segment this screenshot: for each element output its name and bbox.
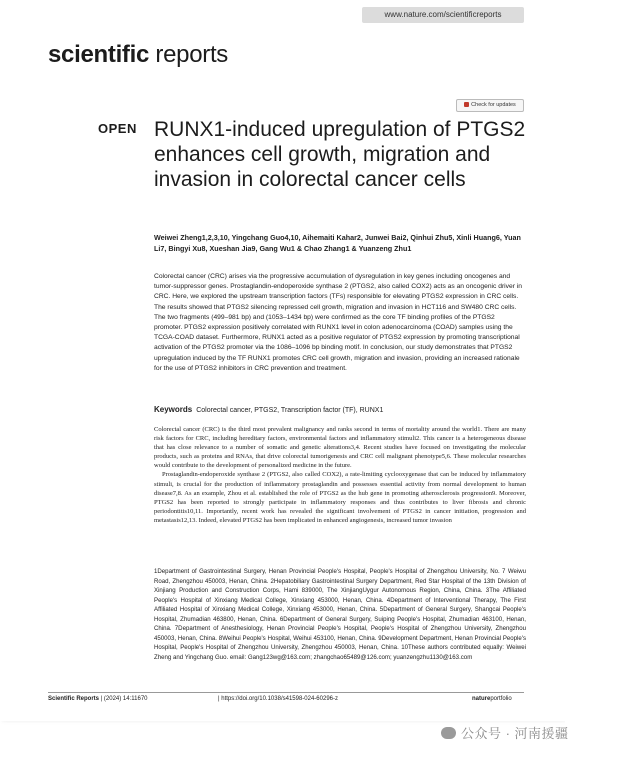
- publisher-bold: nature: [472, 696, 491, 702]
- footer-doi-link[interactable]: https://doi.org/10.1038/s41598-024-60296-z: [221, 696, 338, 702]
- author-list: Weiwei Zheng1,2,3,10, Yingchang Guo4,10, Aihemaiti Kahar2, Junwei Bai2, Qinhui Zhu5, Xinli Huang6, Yuan Li7, Bingyi Xu8, Xueshan Jia9, Gang Wu1 & Chao Zhang1 & Yuanzeng Zhu1: [154, 233, 521, 253]
- open-access-label: OPEN: [98, 121, 137, 136]
- publisher-rest: portfolio: [490, 696, 512, 702]
- updates-icon: [464, 102, 469, 107]
- footer-doi[interactable]: | https://doi.org/10.1038/s41598-024-60296-z: [218, 696, 338, 702]
- journal-url[interactable]: www.nature.com/scientificreports: [362, 7, 524, 23]
- footer-journal: Scientific Reports: [48, 696, 100, 702]
- wechat-watermark: [441, 723, 569, 742]
- footer-volume: (2024) 14:11670: [103, 696, 148, 702]
- footer-publisher: [472, 696, 512, 702]
- body-paragraph: Colorectal cancer (CRC) is the third most prevalent malignancy and ranks second in terms of mortality around the world1. There are many risk factors for CRC, including hereditary factors, environmental factors and inflammatory stimuli2. This cancer is a heterogeneous disease that has close relevance to a number of somatic and genetic alterations3,4. Recent studies have focused on investigating the molecular products, such as proteins and RNAs, that drive colorectal tumorigenesis and CRC cell malignant phenotype5,6. These molecular researches would contribute to the development of personalized medicine in the future.: [154, 426, 526, 470]
- journal-logo-rest: reports: [149, 41, 229, 68]
- footer-divider: [48, 692, 524, 693]
- check-updates-button[interactable]: [456, 99, 524, 112]
- abstract: Colorectal cancer (CRC) arises via the progressive accumulation of dysregulation in key genes including oncogenes and tumor-suppressor genes. Prostaglandin-endoperoxide synthase 2 (PTGS2, also called COX2) acts as an oncogenic driver in CRC. Here, we explored the upstream transcription factors (TFs) responsible for elevating PTGS2 expression in CRC cells. The results showed that PTGS2 silencing repressed cell growth, migration and invasion in HCT116 and SW480 CRC cells. The two fragments (499–981 bp) and (1053–1434 bp) were confirmed as the core TF binding profiles of the PTGS2 promoter. PTGS2 expression positively correlated with RUNX1 level in colon adenocarcinoma (COAD) samples using the TCGA-COAD dataset. Furthermore, RUNX1 acted as a positive regulator of PTGS2 expression by promoting transcriptional activation of the PTGS2 promoter via the 1086–1096 bp binding motif. In conclusion, our study demonstrates that PTGS2 upregulation induced by the TF RUNX1 promotes CRC cell growth, migration and invasion, providing an increased rationale for the use of PTGS2 inhibitors in CRC prevention and treatment.: [154, 273, 523, 372]
- keywords-label: Keywords: [154, 405, 193, 414]
- page-gutter: [565, 0, 640, 761]
- keywords: [154, 405, 524, 414]
- check-updates-label: Check for updates: [471, 102, 516, 108]
- affiliations: 1Department of Gastrointestinal Surgery, Henan Provincial People's Hospital, People's Hospital of Zhengzhou University, No. 7 Weiwu Road, Zhengzhou 450003, Henan, China. 2Hepatobiliary Gastrointestinal Surgery Department, Red Star Hospital of the 13th Division of Xinjiang Production and Construction Corps, Hami 839000, The XinjiangUygur Autonomous Region, China, China. 3The Affiliated People's Hospital of Xinxiang Medical College, Xinxiang 453000, Henan, China. 4Department of Interventional Therapy, The First Affiliated Hospital of Xinxiang Medical College, Xinxiang 453000, Henan, China. 5Department of General Surgery, Shangcai People's Hospital, Zhumadian 463800, Henan, China. 6Department of General Surgery, Suiping People's Hospital, Zhumadian 463100, Henan, China. 7Department of Anesthesiology, Henan Provincial People's Hospital, People's Hospital of Zhengzhou University, Zhengzhou 450003, Henan, China. 8Weihui People's Hospital, Weihui 453100, Henan, China. 9Development Department, Henan Provincial People's Hospital, People's Hospital of Zhengzhou University, Zhengzhou 450003, Henan, China. 10These authors contributed equally: Weiwei Zheng and Yingchang Guo. email: Gang123wg@163.com; zhangchao65489@126.com; yuanzengzhu1130@163.com: [154, 568, 526, 661]
- journal-logo-bold: scientific: [48, 41, 150, 68]
- keywords-value: Colorectal cancer, PTGS2, Transcription factor (TF), RUNX1: [196, 407, 384, 414]
- footer-citation: Scientific Reports | (2024) 14:11670: [48, 696, 148, 702]
- article-title: RUNX1-induced upregulation of PTGS2 enhances cell growth, migration and invasion in colorectal cancer cells: [154, 118, 526, 191]
- body-paragraph: Prostaglandin-endoperoxide synthase 2 (PTGS2, also called COX2), a rate-limiting cyclooxygenase that can be induced by inflammatory stimuli, is crucial for the production of inflammatory prostaglandin and possesses essential activity from normal development to human disease7,8. As an example, Zhou et al. established the role of PTGS2 as the hub gene in promoting atherosclerosis progression9. Moreover, PTGS2 has been reported to strongly participate in inflammatory responses and thus contributes to liver fibrosis and chronic periodontitis10,11. Importantly, recent work has revealed the significant involvement of PTGS2 in cancer initiation, progression and metastasis12,13. Indeed, elevated PTGS2 has been implicated in enhanced angiogenesis, increased tumor invasion: [154, 471, 526, 524]
- journal-logo: [48, 41, 228, 69]
- wechat-icon: [441, 727, 456, 739]
- watermark-text: 公众号 · 河南援疆: [461, 726, 569, 741]
- body-text: [154, 425, 526, 525]
